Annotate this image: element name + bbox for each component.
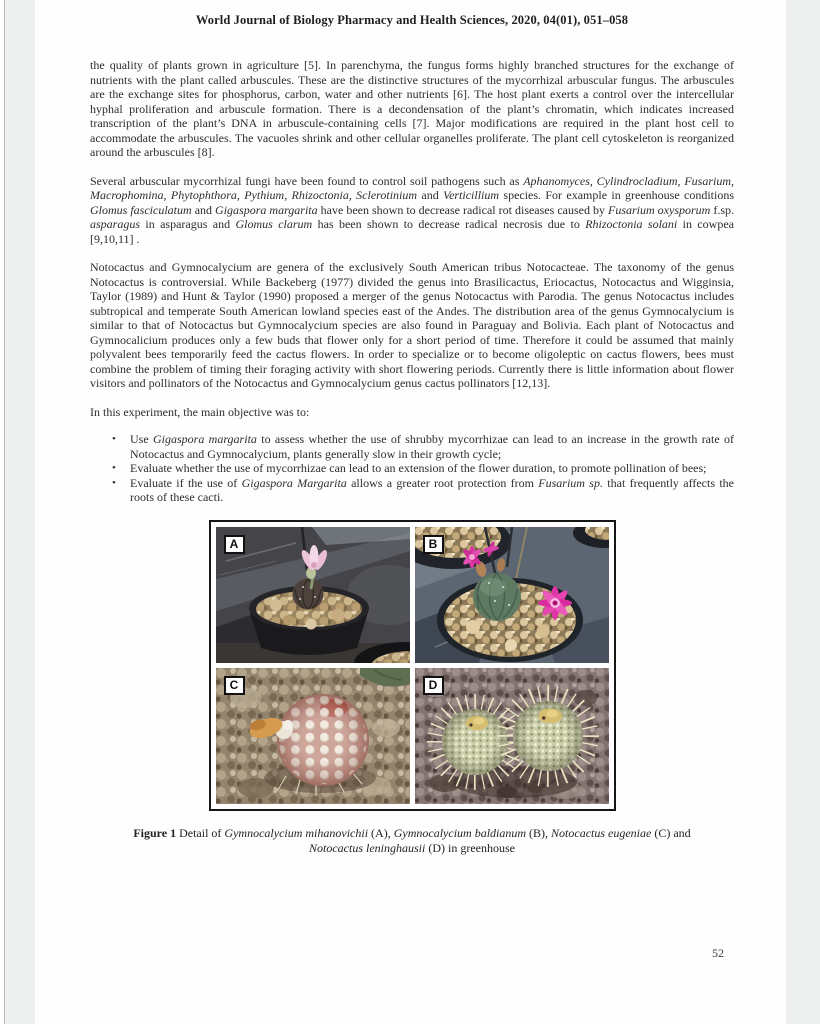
bullet-icon: • (112, 476, 116, 489)
objective-item-2 (90, 461, 734, 476)
figure-1 (209, 520, 616, 811)
panel-label-c: C (224, 676, 245, 695)
photo-gymnocalycium-mihanovichii (216, 527, 410, 663)
photo-notocactus-eugeniae (216, 668, 410, 804)
paragraph-notocactus-taxonomy: Notocactus and Gymnocalycium are genera of the exclusively South American tribus Notocacteae. The taxonomy of the genus Notocactus is controversial. While Backeberg (1977) divided the genus into Brasilicactus, Eriocactus, Notocactus and Wigginsia, Taylor (1989) and Hunt & Taylor (1990) proposed a merger of the genus Notocactus with Parodia. The genus Notocactus includes subtropical and temperate South American lowland species east of the Andes. The distribution area of the genus Gymnocalycium is similar to that of Notocactus but Gymnocalycium species are also found in Paraguay and Bolivia. Each plant of Notocactus and Gymnocalicium produces only a few buds that flower only for a short period of time. Therefore it could be assumed that mainly polyvalent bees temporarily feed the cactus flowers. In order to specialize or to become oligoleptic on cactus flowers, bees must combine the problem of timing their foraging activity with short flowering periods. Currently there is little information about flower visitors and pollinators of the Notocactus and Gymnocalycium genus cactus pollinators [12,13]. (90, 260, 734, 390)
photo-gymnocalycium-baldianum (415, 527, 609, 663)
bullet-icon: • (112, 433, 116, 445)
paragraph-arbuscule-structures: the quality of plants grown in agriculture [5]. In parenchyma, the fungus forms highly branched structures for the exchange of nutrients with the plant called arbuscules. These are the distinctive structures of the mycorrhizal arbuscular fungus. The arbuscules are the exchange sites for phosphorus, carbon, water and other nutrients [6]. The host plant exerts a control over the intercellular hyphal proliferation and arbuscule formation. There is a decondensation of the plant’s chromatin, which indicates increased transcription of the plant’s DNA in arbuscule-containing cells [7]. Major modifications are required in the plant host cell to accommodate the arbuscules. The vacuoles shrink and other cellular organelles proliferate. The plant cell cytoskeleton is reorganized around the arbuscules [8]. (90, 58, 734, 159)
objective-item-3 (90, 476, 734, 505)
objectives-list (90, 432, 734, 505)
paragraph-soil-pathogens: Several arbuscular mycorrhizal fungi have been found to control soil pathogens such as Aphanomyces, Cylindrocladium, Fusarium, Macrophomina, Phytophthora, Pythium, Rhizoctonia, Sclerotinium and Verticillium species. For example in greenhouse conditions Glomus fasciculatum and Gigaspora margarita have been shown to decrease radical rot diseases caused by Fusarium oxysporum f.sp. asparagus in asparagus and Glomus clarum has been shown to decrease radical necrosis due to Rhizoctonia solani in cowpea [9,10,11] . (90, 173, 735, 246)
page-gutter-right (786, 0, 820, 1024)
bullet-icon: • (112, 462, 116, 474)
page-number: 52 (712, 946, 724, 960)
figure-caption: Figure 1 Detail of Gymnocalycium mihanovichii (A), Gymnocalycium baldianum (B), Notocactus eugeniae (C) and Notocactus leninghausii (D) in greenhouse (133, 825, 691, 855)
photo-notocactus-leninghausii (415, 668, 609, 804)
objective-text-3: Evaluate if the use of Gigaspora Margarita allows a greater root protection from Fusarium sp. that frequently affects the roots of these cacti. (130, 475, 734, 504)
figure-panel-b (415, 527, 609, 663)
figure-grid (216, 527, 609, 804)
panel-label-a: A (224, 535, 245, 554)
objective-text-2: Evaluate whether the use of mycorrhizae can lead to an extension of the flower duration, to promote pollination of bees; (130, 461, 707, 475)
page-gutter-left (4, 0, 35, 1024)
panel-label-b: B (423, 535, 444, 554)
figure-panel-d (415, 668, 609, 804)
objective-item-1 (90, 432, 734, 461)
journal-header: World Journal of Biology Pharmacy and Health Sciences, 2020, 04(01), 051–058 (195, 13, 629, 27)
figure-panel-a (216, 527, 410, 663)
panel-label-d: D (423, 676, 444, 695)
paper-page (35, 0, 786, 1024)
objective-text-1: Use Gigaspora margarita to assess whether the use of shrubby mycorrhizae can lead to an increase in the growth rate of Notocactus and Gymnocalycium, plants generally slow in their growth cycle; (130, 432, 734, 461)
figure-panel-c (216, 668, 410, 804)
objectives-intro: In this experiment, the main objective was to: (90, 404, 310, 419)
